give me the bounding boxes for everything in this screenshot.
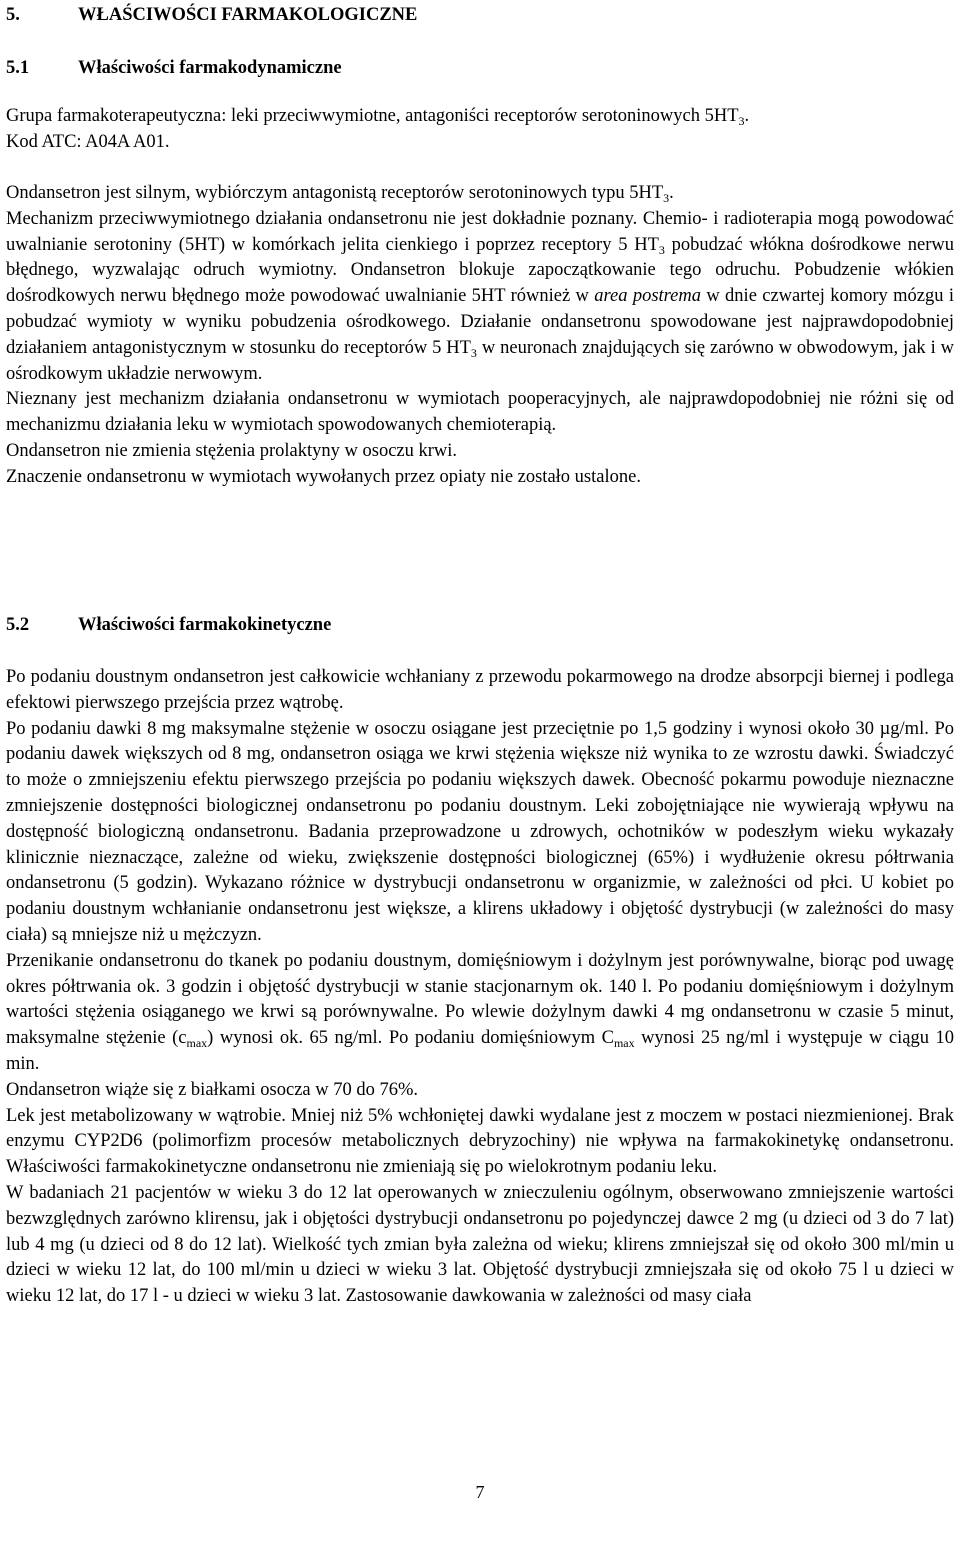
text-run: . bbox=[669, 183, 674, 203]
section-number: 5.2 bbox=[6, 615, 30, 635]
section-5-heading bbox=[6, 3, 417, 27]
paragraph bbox=[6, 207, 954, 388]
pharmacotherapeutic-group bbox=[6, 104, 954, 130]
paragraph: Nieznany jest mechanizm działania ondansetronu w wymiotach pooperacyjnych, ale najprawdopodobniej nie różni się od mechanizmu działania leku w wymiotach spowodowanych chemioterapią. bbox=[6, 389, 954, 436]
text-run: Mechanizm przeciwwymiotnego działania ondansetronu nie jest dokładnie poznany. Chemio- i radioterapia mogą powodować uwalnianie serotoniny (5HT) w komórkach jelita cienkiego i poprzez receptory 5 HT bbox=[6, 208, 954, 255]
page-number: 7 bbox=[475, 1482, 485, 1502]
section-5-2-heading bbox=[6, 613, 331, 637]
section-title: Właściwości farmakokinetyczne bbox=[78, 615, 332, 635]
text-run: Ondansetron jest silnym, wybiórczym antagonistą receptorów serotoninowych typu 5HT bbox=[6, 183, 664, 203]
subscript: 3 bbox=[658, 242, 665, 257]
paragraph: W badaniach 21 pacjentów w wieku 3 do 12 lat operowanych w znieczuleniu ogólnym, obserwowano zmniejszenie wartości bezwzględnych zarówno klirensu, jak i objętości dystrybucji ondansetronu po pojedynczej dawce 2 mg (u dzieci od 3 do 7 lat) lub 4 mg (u dzieci od 8 do 12 lat). Wielkość tych zmian była zależna od wieku; klirens zmniejszał się od około 300 ml/min u dzieci w wieku 12 lat, do 100 ml/min u dzieci w wieku 3 lat. Objętość dystrybucji zmniejszała się od około 75 l u dzieci w wieku 12 lat, do 17 l - u dzieci w wieku 3 lat. Zastosowanie dawkowania w zależności od masy ciała bbox=[6, 1182, 954, 1307]
atc-code: Kod ATC: A04A A01. bbox=[6, 131, 170, 152]
paragraph bbox=[6, 949, 954, 1078]
text-run: w dnie czwartej komory mózgu i pobudzać wymioty w wyniku pobudzenia ośrodkowego. Działanie ondansetronu spowodowane jest najprawdopodobniej działaniem antagonistycznym w stosunku do receptorów 5 HT bbox=[6, 286, 954, 358]
paragraph: Znaczenie ondansetronu w wymiotach wywołanych przez opiaty nie zostało ustalone. bbox=[6, 466, 641, 487]
atc-block bbox=[6, 104, 954, 156]
paragraph bbox=[6, 181, 954, 207]
paragraph: Ondansetron wiąże się z białkami osocza w 70 do 76%. bbox=[6, 1079, 419, 1100]
paragraph: Po podaniu doustnym ondansetron jest całkowicie wchłaniany z przewodu pokarmowego na drodze absorpcji biernej i podlega efektowi pierwszego przejścia przez wątrobę. bbox=[6, 667, 954, 713]
section-title: WŁAŚCIWOŚCI FARMAKOLOGICZNE bbox=[78, 5, 418, 25]
text-run: wynosi 25 ng/ml i występuje w ciągu 10 min. bbox=[6, 1028, 954, 1074]
text-run: ) wynosi ok. 65 ng/ml. Po podaniu domięśniowym C bbox=[207, 1028, 614, 1049]
section-title: Właściwości farmakodynamiczne bbox=[78, 58, 342, 78]
italic-term: area postrema bbox=[594, 286, 701, 307]
paragraph: Ondansetron nie zmienia stężenia prolaktyny w osoczu krwi. bbox=[6, 440, 458, 461]
text-run: w neuronach znajdujących się zarówno w obwodowym, jak i w ośrodkowym układzie nerwowym. bbox=[6, 337, 954, 384]
text-run: . bbox=[744, 106, 750, 126]
pharmacokinetics-body bbox=[6, 665, 954, 1310]
subscript: 3 bbox=[738, 114, 745, 128]
text-run: Grupa farmakoterapeutyczna: leki przeciwwymiotne, antagoniści receptorów serotoninowych 5HT bbox=[6, 106, 739, 126]
text-run: Przenikanie ondansetronu do tkanek po podaniu doustnym, domięśniowym i dożylnym jest porównywalne, biorąc pod uwagę okres półtrwania ok. 3 godzin i objętość dystrybucji w stanie stacjonarnym ok. 140 l. Po podaniu domięśniowym i dożylnym wartości stężenia osiąganego we krwi są porównywalne. Po wlewie dożylnym dawki 4 mg ondansetronu w czasie 5 minut, maksymalne stężenie (c bbox=[6, 950, 954, 1049]
section-5-1-heading bbox=[6, 56, 342, 80]
pharmacodynamics-body bbox=[6, 181, 954, 491]
subscript: 3 bbox=[663, 191, 670, 205]
subscript: max bbox=[186, 1036, 208, 1051]
subscript: 3 bbox=[470, 345, 477, 360]
section-number: 5.1 bbox=[6, 58, 30, 78]
subscript: max bbox=[613, 1036, 635, 1051]
paragraph: Po podaniu dawki 8 mg maksymalne stężenie w osoczu osiągane jest przeciętnie po 1,5 godziny i wynosi około 30 µg/ml. Po podaniu dawek większych od 8 mg, ondansetron osiąga we krwi stężenia większe niż wynika to ze wzrostu dawki. Świadczyć to może o zmniejszeniu efektu pierwszego przejścia po podaniu większych dawek. Obecność pokarmu powoduje nieznaczne zmniejszenie dostępności biologicznej ondansetronu po podaniu doustnym. Leki zobojętniające nie wywierają wpływu na dostępność biologiczną ondansetronu. Badania przeprowadzone u zdrowych, ochotników w podeszłym wieku wykazały klinicznie nieznaczące, zależne od wieku, zwiększenie dostępności biologicznej (65%) i wydłużenie okresu półtrwania ondansetronu (5 godzin). Wykazano różnice w dystrybucji ondansetronu w organizmie, w zależności od płci. U kobiet po podaniu doustnym wchłanianie ondansetronu jest większe, a klirens układowy i objętość dystrybucji (w zależności do masy ciała) są mniejsze niż u mężczyzn. bbox=[6, 718, 954, 945]
text-run: pobudzać włókna dośrodkowe nerwu błędnego, wyzwalając odruch wymiotny. Ondansetron blokuje zapoczątkowanie tego odruchu. Pobudzenie włókien dośrodkowych nerwu błędnego może powodować uwalnianie 5HT również w bbox=[6, 234, 954, 307]
paragraph: Lek jest metabolizowany w wątrobie. Mniej niż 5% wchłoniętej dawki wydalane jest z moczem w postaci niezmienionej. Brak enzymu CYP2D6 (polimorfizm procesów metabolicznych debryzochiny) nie wpływa na farmakokinetykę ondansetronu. Właściwości farmakokinetyczne ondansetronu nie zmieniają się po wielokrotnym podaniu leku. bbox=[6, 1105, 954, 1178]
section-number: 5. bbox=[6, 5, 20, 25]
